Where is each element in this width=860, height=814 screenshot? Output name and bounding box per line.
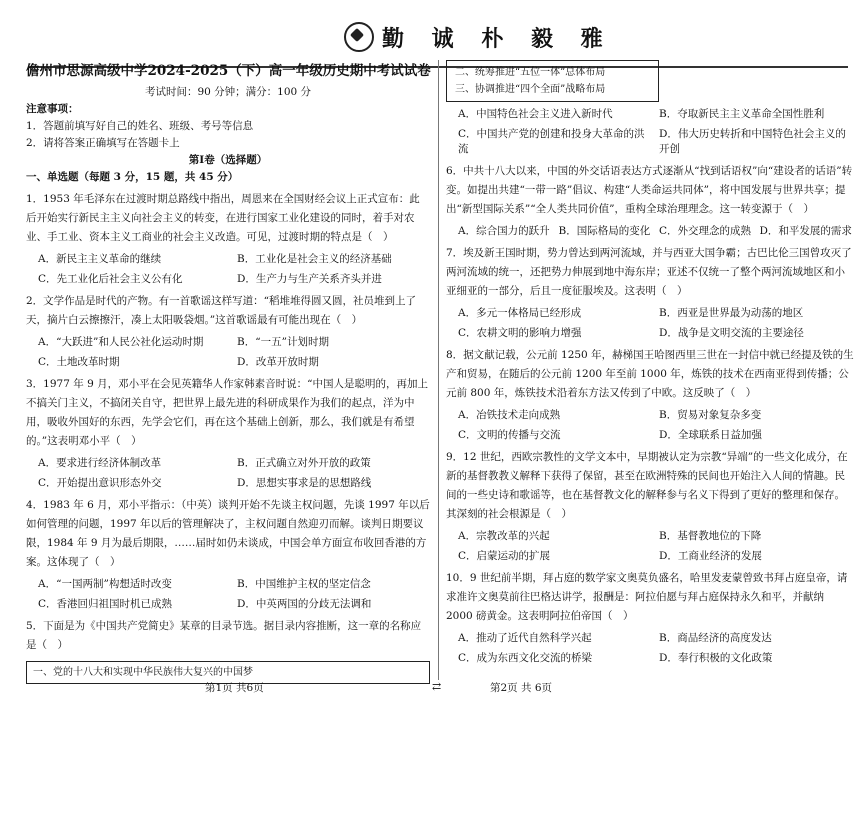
question-10: 10．9 世纪前半期，拜占庭的数学家文奥莫负盛名，哈里发麦蒙曾致书拜占庭皇帝，请求准许文奥莫前往巴格达讲学，报酬是：阿拉伯愿与拜占庭保持永久和平，并献纳 2000 磅黄金。这表明阿拉伯帝国（ ） xyxy=(446,572,848,622)
question-9: 9．12 世纪，西欧宗教性的文学文本中，早期被认定为宗教“异端”的一些文化成分，在新的基督教教义解释下获得了保留，甚至在欧洲特殊的民间也开始注入人间的情趣。民间的一些史诗和歌谣等，也在基督教文化的解释参与名义下得到了更好的整理和保存。其深刻的社会根源是（ ） xyxy=(446,451,848,520)
question-2-options xyxy=(38,335,430,370)
option: A．新民主主义革命的继续 xyxy=(38,253,162,265)
option: C．文明的传播与交流 xyxy=(458,429,561,441)
question-9-options xyxy=(458,529,854,564)
option: A．多元一体格局已经形成 xyxy=(458,307,582,319)
option: A．“一国两制”构想适时改变 xyxy=(38,578,172,590)
option: B．“一五”计划时期 xyxy=(237,336,329,348)
question-1: 1．1953 年毛泽东在过渡时期总路线中指出，周恩来在全国财经会议上正式宣布：此后开始实行新民主主义向社会主义的转变，在进行国家工业化建设的同时，着手对农业、手工业、资本主义工商业的社会主义改造。可见，过渡时期的特点是（ ） xyxy=(26,193,420,243)
option: D．奉行积极的文化政策 xyxy=(659,652,773,664)
option: C．外交理念的成熟 xyxy=(659,225,752,237)
option: D．伟大历史转折和中国特色社会主义的开创 xyxy=(659,128,846,155)
option: A．宗教改革的兴起 xyxy=(458,530,550,542)
toc-line: 三、协调推进“四个全面”战略布局 xyxy=(455,84,606,95)
exam-title: 儋州市思源高级中学2024-2025（下）高一年级历史期中考试试卷 xyxy=(26,63,431,79)
question-3: 3．1977 年 9 月，邓小平在会见英籍华人作家韩素音时说：“中国人是聪明的，再加上不搞关门主义，不搞闭关自守，把世界上最先进的科研成果作为我们的起点，洋为中用，吸收外国好的东西，先学会它们，再在这个基础上创新，那么，我们就是有希望的。”这表明邓小平（ ） xyxy=(26,378,428,447)
page-number-left: 第1页 共6页 xyxy=(205,682,264,694)
question-2: 2．文学作品是时代的产物。有一首歌谣这样写道：“稻堆堆得圆又圆，社员堆到上了天，摘片白云擦擦汗，凑上太阳吸袋烟。”这首歌谣最有可能出现在（ ） xyxy=(26,295,417,326)
option: C．先工业化后社会主义公有化 xyxy=(38,273,183,285)
option: C．开始提出意识形态外交 xyxy=(38,477,162,489)
question-1-options xyxy=(38,252,430,287)
column-divider xyxy=(438,60,439,680)
option: D．思想实事求是的思想路线 xyxy=(237,477,372,489)
page-number-right: 第2页 共 6页 xyxy=(490,682,553,694)
option: B．中国维护主权的坚定信念 xyxy=(237,578,371,590)
question-6: 6．中共十八大以来，中国的外交话语表达方式逐渐从“找到话语权”向“建设者的话语”转变。如提出共建“一带一路”倡议、构建“人类命运共同体”，将中国发展与世界共享；提出“新型国际关系”“全人类共同价值”，重构全球治理理念。这一转变源于（ ） xyxy=(446,165,853,215)
question-10-options xyxy=(458,631,854,666)
option: B．正式确立对外开放的政策 xyxy=(237,457,371,469)
option: C．香港回归祖国时机已成熟 xyxy=(38,598,173,610)
option: A．“大跃进”和人民公社化运动时期 xyxy=(38,336,204,348)
option: B．基督教地位的下降 xyxy=(659,530,762,542)
school-motto: 勤 诚 朴 毅 雅 xyxy=(382,26,613,52)
left-column xyxy=(26,60,430,684)
option: B．贸易对象复杂多变 xyxy=(659,409,762,421)
section-heading: 一、单选题（每题 3 分，15 题，共 45 分） xyxy=(26,171,239,183)
option: A．综合国力的跃升 xyxy=(458,225,550,237)
question-8-options xyxy=(458,408,854,443)
question-4: 4．1983 年 6 月，邓小平指示：（中英）谈判开始不先谈主权问题，先谈 1997 年以后如何管理的问题，1997 年以后的管理解决了，主权问题自然迎刃而解。谈判日期要议限，1984 年 9 月为最后期限，……届时如仍未谈成，中国会单方面宣布收回香港的方案。这体现了（ ） xyxy=(26,499,430,568)
question-7-options xyxy=(458,306,854,341)
option: B．商品经济的高度发达 xyxy=(659,632,772,644)
question-7: 7．埃及新王国时期，势力曾达到两河流域，并与西亚大国争霸；古巴比伦三国曾攻灭了两河流域的统一，还把势力伸展到地中海东岸；亚述不仅统一了整个两河流域地区和小亚细亚的一部分，后且一度征服埃及。这表明（ ） xyxy=(446,247,852,297)
option: B．国际格局的变化 xyxy=(558,225,651,237)
option: C．启蒙运动的扩展 xyxy=(458,550,551,562)
question-5: 5．下面是为《中国共产党简史》某章的目录节选。据目录内容推断，这一章的名称应是（ ） xyxy=(26,620,422,651)
option: D．战争是文明交流的主要途径 xyxy=(659,327,804,339)
question-3-options xyxy=(38,456,430,491)
option: C．农耕文明的影响力增强 xyxy=(458,327,582,339)
option: D．工商业经济的发展 xyxy=(659,550,762,562)
question-6-options xyxy=(458,224,854,239)
option: C．成为东西文化交流的桥梁 xyxy=(458,652,593,664)
volume-heading: 第Ⅰ卷（选择题） xyxy=(188,154,268,166)
toc-line: 二、统筹推进“五位一体”总体布局 xyxy=(455,67,606,78)
note-item: 1．答题前填写好自己的姓名、班级、考号等信息 xyxy=(26,120,254,132)
option: B．夺取新民主主义革命全国性胜利 xyxy=(659,108,825,120)
option: D．全球联系日益加强 xyxy=(659,429,762,441)
option: C．中国共产党的创建和投身大革命的洪流 xyxy=(458,128,645,155)
option: A．冶铁技术走向成熟 xyxy=(458,409,561,421)
school-logo-icon xyxy=(344,22,374,52)
option: C．土地改革时期 xyxy=(38,356,120,368)
question-5-options xyxy=(458,107,854,157)
option: A．中国特色社会主义进入新时代 xyxy=(458,108,613,120)
option: A．要求进行经济体制改革 xyxy=(38,457,162,469)
option: B．西亚是世界最为动荡的地区 xyxy=(659,307,804,319)
option: B．工业化是社会主义的经济基础 xyxy=(237,253,392,265)
option: D．生产力与生产关系齐头并进 xyxy=(237,273,382,285)
table-of-contents-box-continued xyxy=(446,60,659,102)
option: D．中英两国的分歧无法调和 xyxy=(237,598,372,610)
page-header xyxy=(0,18,860,58)
exam-info: 考试时间：90 分钟；满分：100 分 xyxy=(144,86,312,98)
notes-title: 注意事项： xyxy=(26,103,79,115)
option: D．和平发展的需求 xyxy=(759,225,852,237)
right-column xyxy=(446,60,854,668)
swap-icon: ⇄ xyxy=(432,680,442,693)
question-4-options xyxy=(38,577,430,612)
table-of-contents-box: 一、党的十八大和实现中华民族伟大复兴的中国梦 xyxy=(26,661,430,684)
question-8: 8．据文献记载，公元前 1250 年，赫梯国王哈图西里三世在一封信中就已经提及铁的生产和贸易，在随后的公元前 1200 年至前 1000 年，炼铁的技术在西南亚得到传播；公元前 800 年，炼铁技术沿着东方法又传到了中欧。这反映了（ ） xyxy=(446,349,854,399)
option: D．改革开放时期 xyxy=(237,356,319,368)
option: A．推动了近代自然科学兴起 xyxy=(458,632,592,644)
note-item: 2．请将答案正确填写在答题卡上 xyxy=(26,137,180,149)
